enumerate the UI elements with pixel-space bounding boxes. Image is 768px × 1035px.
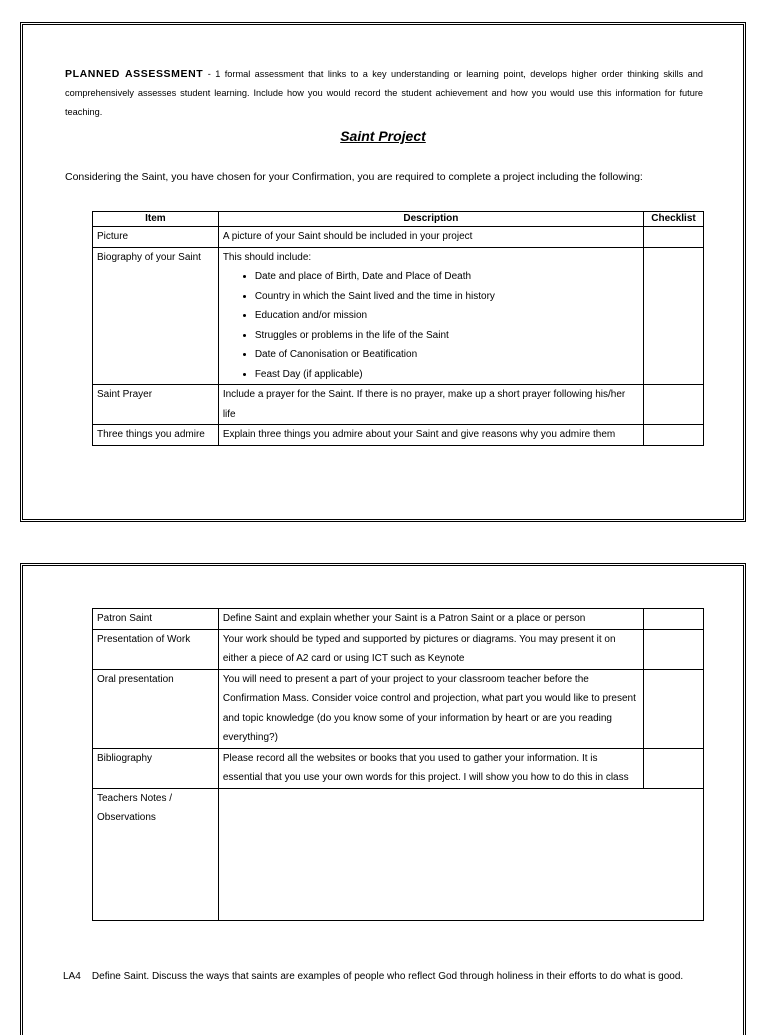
- project-table-continued: [92, 608, 704, 921]
- item-cell: Biography of your Saint: [93, 247, 219, 385]
- checklist-cell[interactable]: [644, 227, 704, 248]
- list-item: • Date and place of Birth, Date and Place of Death: [255, 267, 639, 287]
- table-row: [93, 609, 704, 630]
- checklist-cell[interactable]: [644, 629, 704, 669]
- header-item: Item: [93, 212, 219, 227]
- checklist-cell[interactable]: [644, 385, 704, 425]
- item-cell: Bibliography: [93, 748, 219, 788]
- table-row: [93, 748, 704, 788]
- table-row: [93, 669, 704, 748]
- table-row: [93, 629, 704, 669]
- item-cell: Picture: [93, 227, 219, 248]
- checklist-cell[interactable]: [644, 748, 704, 788]
- list-item: • Date of Canonisation or Beatification: [255, 345, 639, 365]
- page-1: [22, 24, 744, 520]
- description-cell: Your work should be typed and supported by pictures or diagrams. You may present it on either a piece of A2 card or using ICT such as Keynote: [218, 629, 643, 669]
- la4-text: LA4 Define Saint. Discuss the ways that saints are examples of people who reflect God through holiness in their efforts to do what is good.: [63, 971, 684, 982]
- page-2: [22, 565, 744, 1035]
- description-cell: Explain three things you admire about your Saint and give reasons why you admire them: [218, 425, 643, 446]
- table-row: [93, 247, 704, 385]
- description-cell: Please record all the websites or books that you used to gather your information. It is essential that you use your own words for this project. I will show you how to do this in class: [218, 748, 643, 788]
- item-cell: Saint Prayer: [93, 385, 219, 425]
- item-cell: Three things you admire: [93, 425, 219, 446]
- table-row: [93, 227, 704, 248]
- description-cell: This should include: • Date and place of Birth, Date and Place of Death • Country in which the Saint lived and the time in history • Education and/or mission • Struggles or problems in the life of the Saint • Date of Canonisation or Beatification • Feast Day (if applicable): [218, 247, 643, 385]
- checklist-cell[interactable]: [644, 425, 704, 446]
- biography-list: [223, 267, 639, 384]
- description-cell: A picture of your Saint should be included in your project: [218, 227, 643, 248]
- teachers-notes-label: Teachers Notes / Observations: [93, 788, 219, 920]
- planned-assessment-paragraph: PLANNED ASSESSMENT - 1 formal assessment that links to a key understanding or learning point, develops higher order thinking skills and comprehensively assesses student learning. Include how you would record the student achievement and how you would use this information for future teaching.: [65, 68, 703, 117]
- header-checklist: Checklist: [644, 212, 704, 227]
- description-cell: Include a prayer for the Saint. If there is no prayer, make up a short prayer following his/her life: [218, 385, 643, 425]
- planned-assessment-heading: PLANNED ASSESSMENT: [65, 68, 204, 80]
- table-header-row: [93, 212, 704, 227]
- list-item: • Struggles or problems in the life of the Saint: [255, 326, 639, 346]
- intro-text: Considering the Saint, you have chosen for your Confirmation, you are required to complete a project including the following:: [65, 171, 643, 183]
- table-row: [93, 385, 704, 425]
- list-item: • Education and/or mission: [255, 306, 639, 326]
- checklist-cell[interactable]: [644, 247, 704, 385]
- description-cell: Define Saint and explain whether your Saint is a Patron Saint or a place or person: [218, 609, 643, 630]
- item-cell: Oral presentation: [93, 669, 219, 748]
- page-title: Saint Project: [340, 128, 426, 144]
- table-row: [93, 425, 704, 446]
- checklist-cell[interactable]: [644, 609, 704, 630]
- teachers-notes-row: [93, 788, 704, 920]
- checklist-cell[interactable]: [644, 669, 704, 748]
- list-item: • Country in which the Saint lived and the time in history: [255, 287, 639, 307]
- project-table: [92, 211, 704, 446]
- item-cell: Presentation of Work: [93, 629, 219, 669]
- list-item: • Feast Day (if applicable): [255, 365, 639, 385]
- item-cell: Patron Saint: [93, 609, 219, 630]
- header-description: Description: [218, 212, 643, 227]
- description-cell: You will need to present a part of your project to your classroom teacher before the Confirmation Mass. Consider voice control and projection, what part you would like to present and topic knowledge (do you know some of your information by heart or are you reading everything?): [218, 669, 643, 748]
- planned-assessment-body: 1 formal assessment that links to a key understanding or learning point, develops higher order thinking skills and comprehensively assesses student learning. Include how you would record the student achievement and how you would use this information for future teaching.: [65, 69, 703, 117]
- teachers-notes-field[interactable]: [218, 788, 703, 920]
